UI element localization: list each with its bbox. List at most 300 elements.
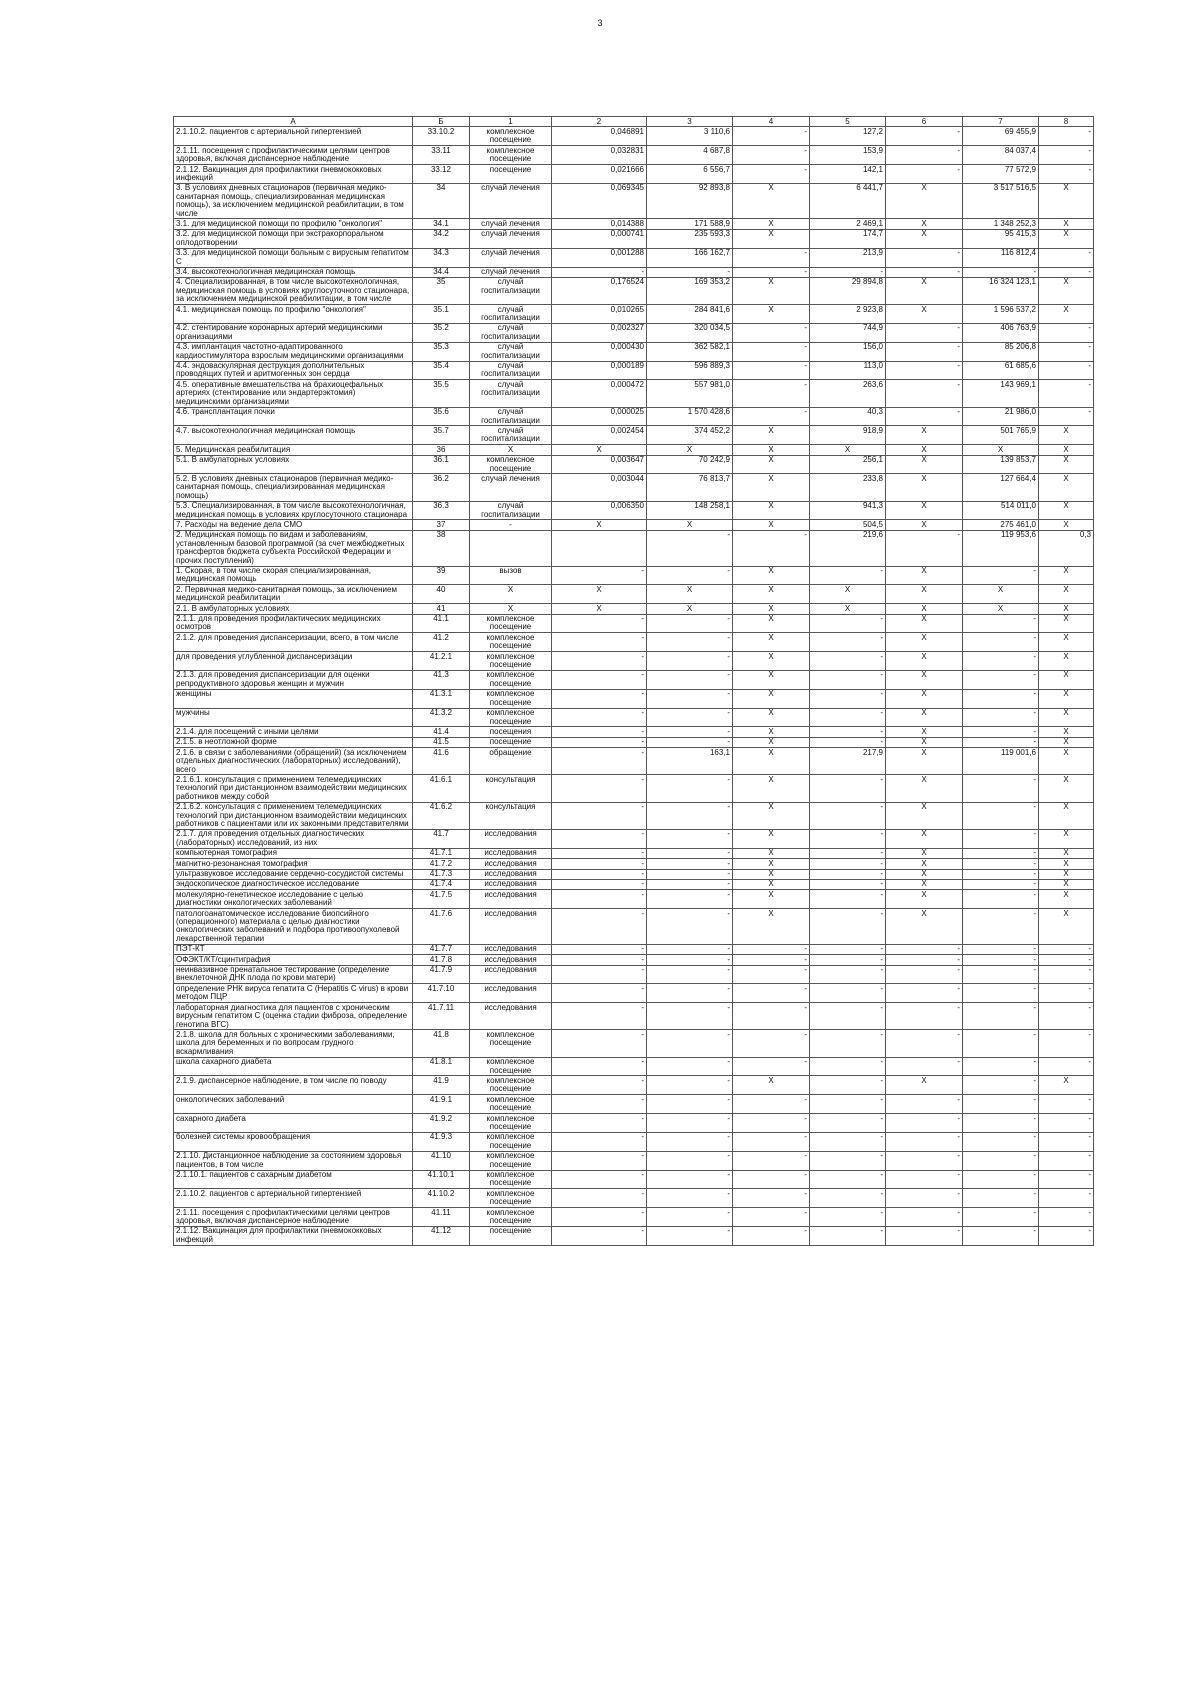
row-label: 2.1.10. Дистанционное наблюдение за состоянием здоровья пациентов, в том числе	[174, 1151, 413, 1170]
row-code: 41.8	[413, 1030, 470, 1057]
value-cell: -	[647, 1095, 733, 1114]
value-cell: -	[963, 670, 1039, 689]
value-cell: X	[733, 869, 810, 879]
value-cell: -	[1039, 1170, 1094, 1189]
table-row	[174, 520, 1094, 530]
value-cell: -	[552, 775, 647, 802]
value-cell: -	[552, 909, 647, 945]
value-cell: X	[886, 859, 963, 869]
value-cell: X	[552, 604, 647, 614]
unit-cell: случай госпитализации	[470, 501, 552, 520]
value-cell: X	[647, 445, 733, 455]
value-cell: -	[810, 965, 886, 984]
unit-cell: комплексное посещение	[470, 689, 552, 708]
row-code: 35.4	[413, 361, 470, 380]
value-cell: 1 570 428,6	[647, 407, 733, 426]
value-cell: -	[552, 614, 647, 633]
unit-cell: случай лечения	[470, 474, 552, 501]
value-cell: -	[810, 802, 886, 829]
value-cell: -	[1039, 342, 1094, 361]
value-cell: X	[1039, 775, 1094, 802]
value-cell: -	[810, 1095, 886, 1114]
value-cell: X	[733, 727, 810, 737]
value-cell: 362 582,1	[647, 342, 733, 361]
value-cell: -	[1039, 1132, 1094, 1151]
value-cell: -	[886, 984, 963, 1003]
value-cell: -	[886, 1030, 963, 1057]
value-cell: X	[733, 879, 810, 889]
value-cell: X	[733, 689, 810, 708]
unit-cell: комплексное посещение	[470, 633, 552, 652]
value-cell: -	[733, 380, 810, 407]
row-code: 35.5	[413, 380, 470, 407]
value-cell: X	[886, 909, 963, 945]
value-cell: -	[886, 1095, 963, 1114]
value-cell: -	[647, 1003, 733, 1030]
value-cell: X	[733, 859, 810, 869]
value-cell: -	[733, 1226, 810, 1245]
value-cell: X	[1039, 1076, 1094, 1095]
value-cell: 918,9	[810, 426, 886, 445]
column-header: А	[174, 117, 413, 127]
value-cell: -	[647, 965, 733, 984]
value-cell: -	[647, 1057, 733, 1076]
value-cell: -	[810, 267, 886, 277]
unit-cell: случай госпитализации	[470, 323, 552, 342]
table-row	[174, 1114, 1094, 1133]
value-cell: -	[733, 1003, 810, 1030]
unit-cell: комплексное посещение	[470, 1132, 552, 1151]
value-cell: -	[647, 267, 733, 277]
row-code: 36	[413, 445, 470, 455]
value-cell: 16 324 123,1	[963, 277, 1039, 304]
value-cell: -	[733, 984, 810, 1003]
value-cell: X	[733, 604, 810, 614]
unit-cell: комплексное посещение	[470, 455, 552, 474]
value-cell: 0,003044	[552, 474, 647, 501]
row-label: 4.3. имплантация частотно-адаптированного кардиостимулятора взрослым медицинскими организациями	[174, 342, 413, 361]
value-cell: 0,176524	[552, 277, 647, 304]
value-cell: -	[963, 1170, 1039, 1189]
row-code: 34.3	[413, 248, 470, 267]
value-cell: 501 765,9	[963, 426, 1039, 445]
row-label: 2.1.10.2. пациентов с артериальной гипертензией	[174, 1189, 413, 1208]
value-cell: X	[886, 848, 963, 858]
value-cell: -	[733, 323, 810, 342]
value-cell: -	[552, 1170, 647, 1189]
value-cell: 0,014388	[552, 219, 647, 229]
value-cell: X	[886, 474, 963, 501]
value-cell: X	[886, 890, 963, 909]
value-cell: 256,1	[810, 455, 886, 474]
column-header: 4	[733, 117, 810, 127]
value-cell: 0,001288	[552, 248, 647, 267]
row-code: 41.7.8	[413, 955, 470, 965]
value-cell: -	[733, 1030, 810, 1057]
value-cell: -	[810, 737, 886, 747]
page-number: 3	[597, 18, 603, 28]
value-cell: X	[733, 890, 810, 909]
unit-cell: комплексное посещение	[470, 1095, 552, 1114]
value-cell: X	[1039, 829, 1094, 848]
table-row	[174, 909, 1094, 945]
value-cell: -	[810, 1208, 886, 1227]
value-cell: 0,002454	[552, 426, 647, 445]
value-cell: -	[810, 859, 886, 869]
value-cell: 92 893,8	[647, 183, 733, 219]
row-code: 41.3	[413, 670, 470, 689]
value-cell: -	[810, 633, 886, 652]
value-cell: 127,2	[810, 127, 886, 146]
value-cell: X	[1039, 859, 1094, 869]
row-label: 2.1.1. для проведения профилактических медицинских осмотров	[174, 614, 413, 633]
row-label: 2. Медицинская помощь по видам и заболеваниям, установленным базовой программой (за счет межбюджетных трансфертов бюджета субъекта Российской Федерации и прочих поступлений)	[174, 530, 413, 566]
row-label: 3.1. для медицинской помощи по профилю "онкология"	[174, 219, 413, 229]
value-cell: X	[886, 829, 963, 848]
value-cell: X	[886, 604, 963, 614]
unit-cell: X	[470, 445, 552, 455]
row-code: 34.1	[413, 219, 470, 229]
value-cell: X	[886, 748, 963, 775]
row-label: определение РНК вируса гепатита С (Hepatitis C virus) в крови методом ПЦР	[174, 984, 413, 1003]
row-code: 41.7.1	[413, 848, 470, 858]
value-cell: X	[886, 614, 963, 633]
row-code: 41.10.2	[413, 1189, 470, 1208]
value-cell: X	[733, 614, 810, 633]
value-cell: -	[810, 1076, 886, 1095]
value-cell: X	[886, 802, 963, 829]
table-row	[174, 1030, 1094, 1057]
table-row	[174, 219, 1094, 229]
unit-cell: X	[470, 604, 552, 614]
value-cell: -	[1039, 1095, 1094, 1114]
value-cell: -	[647, 879, 733, 889]
row-code: 41.8.1	[413, 1057, 470, 1076]
value-cell: 0,046891	[552, 127, 647, 146]
value-cell: -	[733, 1189, 810, 1208]
value-cell: -	[552, 944, 647, 954]
row-code: 41.7.9	[413, 965, 470, 984]
value-cell: -	[1039, 1226, 1094, 1245]
value-cell: -	[733, 1208, 810, 1227]
value-cell: -	[810, 848, 886, 858]
row-label: ПЭТ-КТ	[174, 944, 413, 954]
value-cell: -	[810, 1189, 886, 1208]
value-cell: -	[886, 1132, 963, 1151]
value-cell: -	[963, 633, 1039, 652]
table-row	[174, 248, 1094, 267]
value-cell: -	[733, 944, 810, 954]
table-row	[174, 775, 1094, 802]
value-cell: 0,003647	[552, 455, 647, 474]
value-cell: 941,3	[810, 501, 886, 520]
value-cell: X	[1039, 909, 1094, 945]
row-code: 41.6	[413, 748, 470, 775]
table-row	[174, 748, 1094, 775]
value-cell: -	[733, 1151, 810, 1170]
value-cell: -	[963, 737, 1039, 747]
table-row	[174, 869, 1094, 879]
value-cell: -	[733, 342, 810, 361]
value-cell: X	[1039, 183, 1094, 219]
table-row	[174, 455, 1094, 474]
row-code: 36.1	[413, 455, 470, 474]
value-cell: -	[963, 1226, 1039, 1245]
value-cell: X	[963, 445, 1039, 455]
value-cell: -	[552, 727, 647, 737]
value-cell: -	[1039, 1208, 1094, 1227]
value-cell: -	[886, 1057, 963, 1076]
value-cell: -	[552, 1057, 647, 1076]
row-code: 41.9.1	[413, 1095, 470, 1114]
table-row	[174, 267, 1094, 277]
value-cell: -	[552, 879, 647, 889]
value-cell: -	[810, 566, 886, 585]
value-cell: X	[733, 909, 810, 945]
value-cell: -	[647, 737, 733, 747]
value-cell: 156,0	[810, 342, 886, 361]
value-cell: X	[733, 229, 810, 248]
row-label: 2.1.10.2. пациентов с артериальной гипертензией	[174, 127, 413, 146]
value-cell: X	[886, 426, 963, 445]
value-cell: -	[1039, 248, 1094, 267]
table-row	[174, 426, 1094, 445]
value-cell: -	[552, 955, 647, 965]
unit-cell: комплексное посещение	[470, 1076, 552, 1095]
value-cell: -	[886, 1226, 963, 1245]
row-code: 41.7.2	[413, 859, 470, 869]
value-cell: X	[1039, 604, 1094, 614]
value-cell: -	[647, 708, 733, 727]
value-cell: 3 110,6	[647, 127, 733, 146]
value-cell: X	[886, 501, 963, 520]
value-cell: -	[647, 689, 733, 708]
row-label: 4.7. высокотехнологичная медицинская помощь	[174, 426, 413, 445]
unit-cell: случай госпитализации	[470, 426, 552, 445]
value-cell: -	[810, 879, 886, 889]
row-label: 2.1.3. для проведения диспансеризации для оценки репродуктивного здоровья женщин и мужчин	[174, 670, 413, 689]
unit-cell: комплексное посещение	[470, 1030, 552, 1057]
unit-cell: комплексное посещение	[470, 1057, 552, 1076]
value-cell: 3 517 516,5	[963, 183, 1039, 219]
value-cell: -	[1039, 1030, 1094, 1057]
row-label: 2.1.10.1. пациентов с сахарным диабетом	[174, 1170, 413, 1189]
value-cell: 148 258,1	[647, 501, 733, 520]
row-code: 41.9.3	[413, 1132, 470, 1151]
value-cell: -	[552, 965, 647, 984]
value-cell: X	[963, 604, 1039, 614]
row-code: 41.10	[413, 1151, 470, 1170]
value-cell: X	[1039, 585, 1094, 604]
table-row	[174, 859, 1094, 869]
value-cell: 233,8	[810, 474, 886, 501]
value-cell: -	[963, 566, 1039, 585]
value-cell: -	[647, 890, 733, 909]
unit-cell: посещение	[470, 165, 552, 184]
value-cell: -	[810, 670, 886, 689]
value-cell: -	[733, 267, 810, 277]
value-cell: 0,010265	[552, 305, 647, 324]
value-cell: X	[886, 219, 963, 229]
column-header: 2	[552, 117, 647, 127]
value-cell: -	[963, 1030, 1039, 1057]
value-cell: 116 812,4	[963, 248, 1039, 267]
value-cell: -	[810, 955, 886, 965]
value-cell: X	[647, 585, 733, 604]
value-cell: -	[963, 267, 1039, 277]
value-cell: -	[733, 146, 810, 165]
table-row	[174, 944, 1094, 954]
table-row	[174, 1170, 1094, 1189]
value-cell: -	[647, 670, 733, 689]
value-cell: -	[810, 909, 886, 945]
row-code: 39	[413, 566, 470, 585]
value-cell: -	[886, 380, 963, 407]
column-header: 5	[810, 117, 886, 127]
row-code: 36.3	[413, 501, 470, 520]
value-cell: -	[963, 1076, 1039, 1095]
value-cell: -	[963, 859, 1039, 869]
value-cell: -	[810, 1003, 886, 1030]
value-cell: -	[552, 1030, 647, 1057]
column-header: 1	[470, 117, 552, 127]
value-cell: 0,000741	[552, 229, 647, 248]
table-row	[174, 670, 1094, 689]
row-label: 7. Расходы на ведение дела СМО	[174, 520, 413, 530]
table-row	[174, 361, 1094, 380]
value-cell: -	[647, 944, 733, 954]
value-cell: 0,000430	[552, 342, 647, 361]
value-cell: 84 037,4	[963, 146, 1039, 165]
value-cell: 40,3	[810, 407, 886, 426]
row-label: 2.1.6. в связи с заболеваниями (обращений) (за исключением отдельных диагностических (лабораторных) исследований), всего	[174, 748, 413, 775]
value-cell: X	[733, 670, 810, 689]
column-header: 6	[886, 117, 963, 127]
row-code: 41.7.5	[413, 890, 470, 909]
value-cell: -	[647, 652, 733, 671]
row-label: 2.1.6.2. консультация с применением телемедицинских технологий при дистанционном взаимодействии медицинских работников с пациентами или их законными представителями	[174, 802, 413, 829]
value-cell: -	[810, 1132, 886, 1151]
value-cell: -	[810, 689, 886, 708]
value-cell: -	[963, 1095, 1039, 1114]
value-cell: X	[733, 455, 810, 474]
column-header: Б	[413, 117, 470, 127]
value-cell: -	[886, 267, 963, 277]
value-cell: X	[733, 183, 810, 219]
table-row	[174, 585, 1094, 604]
value-cell: -	[552, 1114, 647, 1133]
row-label: 2.1.2. для проведения диспансеризации, всего, в том числе	[174, 633, 413, 652]
unit-cell: посещения	[470, 727, 552, 737]
unit-cell: посещение	[470, 1226, 552, 1245]
value-cell: -	[810, 1030, 886, 1057]
value-cell: -	[963, 1189, 1039, 1208]
table-row	[174, 727, 1094, 737]
value-cell: -	[647, 829, 733, 848]
value-cell: 6 441,7	[810, 183, 886, 219]
value-cell: X	[1039, 445, 1094, 455]
row-label: 5.3. Специализированная, в том числе высокотехнологичная, медицинская помощь в условиях круглосуточного стационара	[174, 501, 413, 520]
unit-cell: исследования	[470, 890, 552, 909]
value-cell: X	[1039, 305, 1094, 324]
row-code: 34	[413, 183, 470, 219]
value-cell: X	[733, 585, 810, 604]
value-cell: -	[552, 737, 647, 747]
value-cell: -	[552, 802, 647, 829]
row-code: 41.2	[413, 633, 470, 652]
value-cell: 6 556,7	[647, 165, 733, 184]
value-cell: -	[733, 1170, 810, 1189]
value-cell: -	[552, 748, 647, 775]
row-label: 2.1.11. посещения с профилактическими целями центров здоровья, включая диспансерное наблюдение	[174, 1208, 413, 1227]
value-cell: -	[963, 944, 1039, 954]
row-code: 41.9.2	[413, 1114, 470, 1133]
value-cell: X	[886, 708, 963, 727]
value-cell: -	[810, 869, 886, 879]
value-cell: X	[886, 455, 963, 474]
unit-cell: исследования	[470, 1003, 552, 1030]
row-code: 33.11	[413, 146, 470, 165]
data-table	[173, 116, 1094, 1246]
row-label: 2.1.8. школа для больных с хроническими заболеваниями, школа для беременных и по вопросам грудного вскармливания	[174, 1030, 413, 1057]
unit-cell: комплексное посещение	[470, 127, 552, 146]
row-label: мужчины	[174, 708, 413, 727]
row-label: 2.1.12. Вакцинация для профилактики пневмококковых инфекций	[174, 165, 413, 184]
value-cell: -	[886, 361, 963, 380]
table-row	[174, 614, 1094, 633]
value-cell: -	[552, 689, 647, 708]
table-row	[174, 848, 1094, 858]
value-cell: X	[886, 879, 963, 889]
value-cell: -	[1039, 1114, 1094, 1133]
row-label: 5.1. В амбулаторных условиях	[174, 455, 413, 474]
row-label: 4.5. оперативные вмешательства на брахиоцефальных артериях (стентирование или эндартерэктомия) медицинскими организациями	[174, 380, 413, 407]
value-cell: -	[733, 1114, 810, 1133]
value-cell: X	[1039, 520, 1094, 530]
row-label: ОФЭКТ/КТ/сцинтиграфия	[174, 955, 413, 965]
value-cell: X	[647, 520, 733, 530]
unit-cell: комплексное посещение	[470, 670, 552, 689]
value-cell: -	[733, 530, 810, 566]
value-cell: -	[552, 267, 647, 277]
value-cell: -	[647, 727, 733, 737]
value-cell: -	[810, 829, 886, 848]
table-row	[174, 146, 1094, 165]
value-cell: X	[1039, 689, 1094, 708]
row-code: 35.2	[413, 323, 470, 342]
value-cell: -	[733, 965, 810, 984]
value-cell: 174,7	[810, 229, 886, 248]
value-cell: -	[886, 955, 963, 965]
value-cell: -	[810, 984, 886, 1003]
table-row	[174, 380, 1094, 407]
value-cell: -	[647, 1189, 733, 1208]
row-label: лабораторная диагностика для пациентов с хроническим вирусным гепатитом С (оценка стадии фиброза, определение генотипа ВГС)	[174, 1003, 413, 1030]
value-cell: -	[552, 670, 647, 689]
table-row	[174, 165, 1094, 184]
unit-cell: случай госпитализации	[470, 361, 552, 380]
value-cell: -	[963, 1208, 1039, 1227]
row-code: 33.12	[413, 165, 470, 184]
value-cell: X	[1039, 229, 1094, 248]
value-cell: -	[552, 566, 647, 585]
row-label: болезней системы кровообращения	[174, 1132, 413, 1151]
value-cell: -	[963, 652, 1039, 671]
value-cell: -	[647, 909, 733, 945]
value-cell: -	[963, 1151, 1039, 1170]
value-cell: 2 923,8	[810, 305, 886, 324]
value-cell: -	[810, 1114, 886, 1133]
